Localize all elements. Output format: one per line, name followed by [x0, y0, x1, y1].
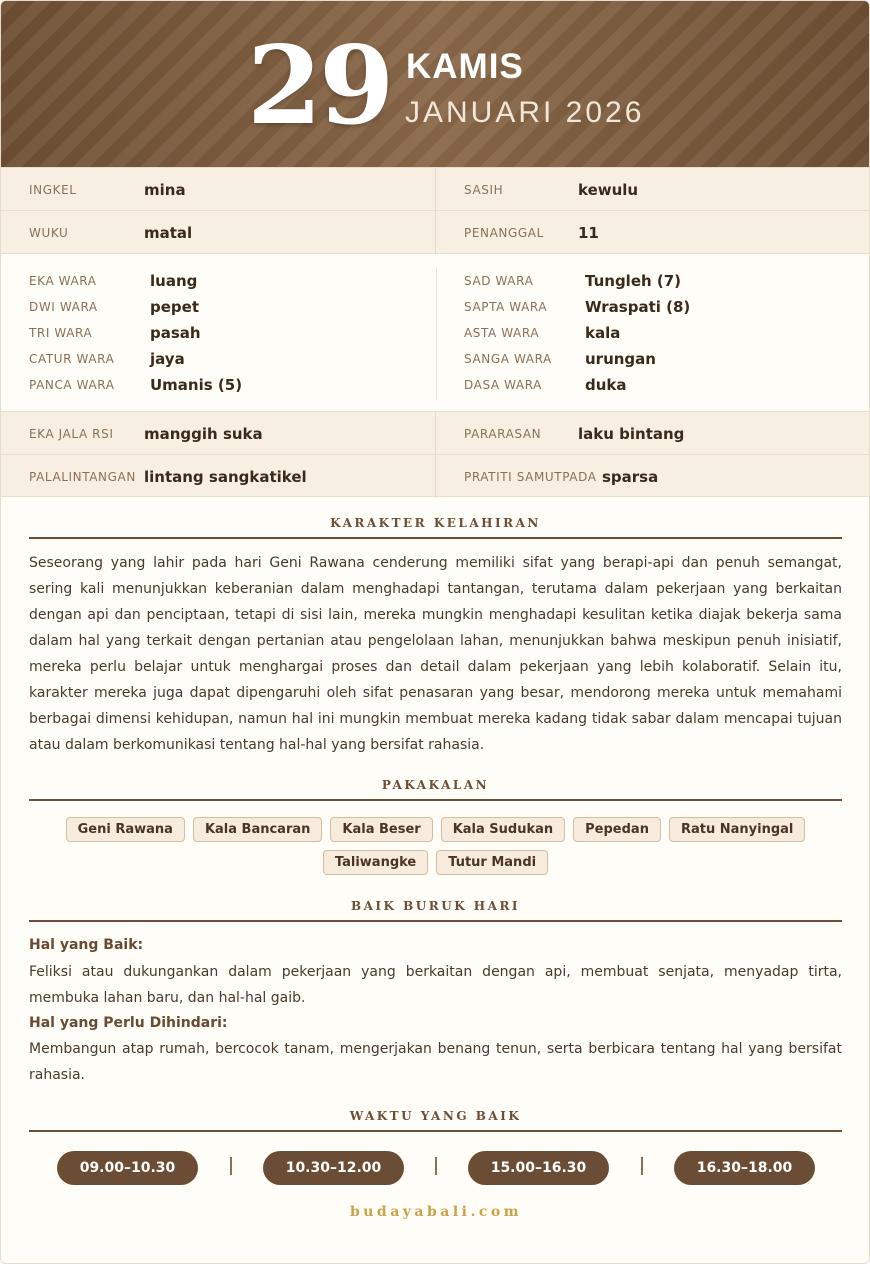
info-cell-penanggal	[436, 211, 870, 254]
avoid-text: Membangun atap rumah, bercocok tanam, mengerjakan benang tenun, serta berbicara tentang hal yang bersifat rahasia.	[29, 1041, 842, 1083]
wara-row	[29, 372, 115, 398]
wara-value-wrap	[585, 294, 690, 320]
info-cell-palalintangan	[1, 455, 436, 498]
info-cell-ingkel	[1, 168, 436, 211]
wara-row	[464, 346, 552, 372]
wara-row	[464, 268, 533, 294]
day-name: KAMIS	[406, 47, 524, 86]
wara-row	[29, 320, 92, 346]
date-header	[1, 1, 870, 167]
pakakalan-tag: Taliwangke	[323, 850, 428, 875]
time-slot-badge: 15.00–16.30	[468, 1151, 609, 1185]
wara-value: pasah	[150, 324, 201, 342]
wara-key: PANCA WARA	[29, 378, 115, 392]
info-value: mina	[144, 180, 186, 199]
info-value: lintang sangkatikel	[144, 467, 307, 486]
info-key: PRATITI SAMUTPADA	[464, 469, 597, 484]
info-value: 11	[578, 223, 599, 242]
info-value: kewulu	[578, 180, 639, 199]
wara-key: ASTA WARA	[464, 326, 540, 340]
karakter-text: Seseorang yang lahir pada hari Geni Rawana cenderung memiliki sifat yang berapi-api dan penuh semangat, sering kali menunjukkan keberanian dalam menghadapi tantangan, terutama dalam pekerjaan yang berkaitan dengan api dan penciptaan, tetapi di sisi lain, mereka mungkin menghadapi kesulitan ketika diajak bekerja sama dalam hal yang terkait dengan pertanian atau pengelolaan lahan, menunjukkan bahwa meskipun penuh inisiatif, mereka perlu belajar untuk menghargai proses dan detail dalam pekerjaan yang lebih kolaboratif. Selain itu, karakter mereka juga dapat dipengaruhi oleh sifat penasaran yang besar, mendorong mereka untuk memahami berbagai dimensi kehidupan, namun hal ini mungkin membuat mereka kadang tidak sabar dalam mencapai tujuan atau dalam berkomunikasi tentang hal-hal yang bersifat rahasia.	[29, 555, 842, 753]
time-slot-badge: 16.30–18.00	[674, 1151, 815, 1185]
slot-separator	[641, 1157, 643, 1175]
good-text: Feliksi atau dukungankan dalam pekerjaan yang berkaitan dengan api, membuat senjata, menyadap tirta, membuka lahan baru, dan hal-hal gaib.	[29, 964, 842, 1006]
avoid-label: Hal yang Perlu Dihindari:	[29, 1015, 228, 1031]
wara-value: pepet	[150, 298, 199, 316]
info-cell-pratiti-samutpada	[436, 455, 870, 498]
info-key: INGKEL	[29, 182, 77, 197]
time-slot-badge: 09.00–10.30	[57, 1151, 198, 1185]
wara-value-wrap	[150, 268, 197, 294]
wara-value-wrap	[585, 268, 681, 294]
section-title-baik-buruk: BAIK BURUK HARI	[350, 899, 521, 913]
wara-key: SANGA WARA	[464, 352, 552, 366]
wara-key: DASA WARA	[464, 378, 542, 392]
info-key: PARARASAN	[464, 426, 542, 441]
wara-row	[464, 294, 547, 320]
wara-table	[1, 253, 870, 411]
wara-value-wrap	[585, 346, 656, 372]
wara-value: luang	[150, 272, 198, 290]
info-row	[1, 210, 870, 253]
slot-separator	[230, 1157, 232, 1175]
time-slot-badge: 10.30–12.00	[263, 1151, 404, 1185]
wara-value-wrap	[150, 320, 201, 346]
wara-value: kala	[585, 324, 621, 342]
info-key: WUKU	[29, 225, 69, 240]
section-divider	[29, 1130, 842, 1132]
section-title-pakakalan: PAKAKALAN	[381, 778, 490, 792]
wara-value-wrap	[585, 372, 627, 398]
wara-row	[29, 268, 97, 294]
column-divider	[436, 268, 437, 400]
wara-key: TRI WARA	[29, 326, 93, 340]
pakakalan-tag: Kala Sudukan	[441, 817, 565, 842]
wara-key: CATUR WARA	[29, 352, 115, 366]
day-number: 29	[247, 23, 392, 149]
section-divider	[29, 799, 842, 801]
section-divider	[29, 537, 842, 539]
site-watermark: budayabali.com	[349, 1204, 523, 1220]
wara-key: SAD WARA	[464, 274, 534, 288]
section-title-karakter: KARAKTER KELAHIRAN	[330, 516, 541, 530]
pakakalan-tag: Geni Rawana	[66, 817, 185, 842]
pakakalan-tag: Kala Bancaran	[193, 817, 322, 842]
info-key: SASIH	[464, 182, 504, 197]
info-cell-eka-jala-rsi	[1, 412, 436, 455]
wara-key: DWI WARA	[29, 300, 98, 314]
wara-value: urungan	[585, 350, 656, 368]
pakakalan-tag: Ratu Nanyingal	[669, 817, 805, 842]
info-row	[1, 167, 870, 210]
info-key: PENANGGAL	[464, 225, 544, 240]
wara-value-wrap	[585, 320, 620, 346]
info-value: manggih suka	[144, 424, 263, 443]
info-cell-wuku	[1, 211, 436, 254]
good-label: Hal yang Baik:	[29, 937, 144, 953]
section-title-waktu: WAKTU YANG BAIK	[349, 1109, 522, 1123]
wara-value: Umanis (5)	[150, 376, 243, 394]
wara-value: duka	[585, 376, 627, 394]
wara-value: Tungleh (7)	[585, 272, 682, 290]
pakakalan-tag: Kala Beser	[330, 817, 432, 842]
wara-row	[29, 346, 114, 372]
wara-value: jaya	[150, 350, 185, 368]
month-year: JANUARI 2026	[405, 96, 645, 129]
wara-row	[464, 372, 542, 398]
wara-value-wrap	[150, 294, 199, 320]
slot-separator	[435, 1157, 437, 1175]
info-cell-pararasan	[436, 412, 870, 455]
wara-key: SAPTA WARA	[464, 300, 548, 314]
pakakalan-list	[29, 817, 842, 875]
info-key: PALALINTANGAN	[29, 469, 136, 484]
info-key: EKA JALA RSI	[29, 426, 114, 441]
info-value: laku bintang	[578, 424, 685, 443]
wara-key: EKA WARA	[29, 274, 97, 288]
section-divider	[29, 920, 842, 922]
info-value: sparsa	[602, 467, 659, 486]
pakakalan-tag: Pepedan	[573, 817, 661, 842]
info-value: matal	[144, 223, 193, 242]
info-row	[1, 411, 870, 454]
wara-row	[464, 320, 539, 346]
info-row	[1, 454, 870, 497]
wara-row	[29, 294, 98, 320]
wara-value-wrap	[150, 372, 242, 398]
info-cell-sasih	[436, 168, 870, 211]
wara-value-wrap	[150, 346, 185, 372]
pakakalan-tag: Tutur Mandi	[436, 850, 548, 875]
wara-value: Wraspati (8)	[585, 298, 691, 316]
